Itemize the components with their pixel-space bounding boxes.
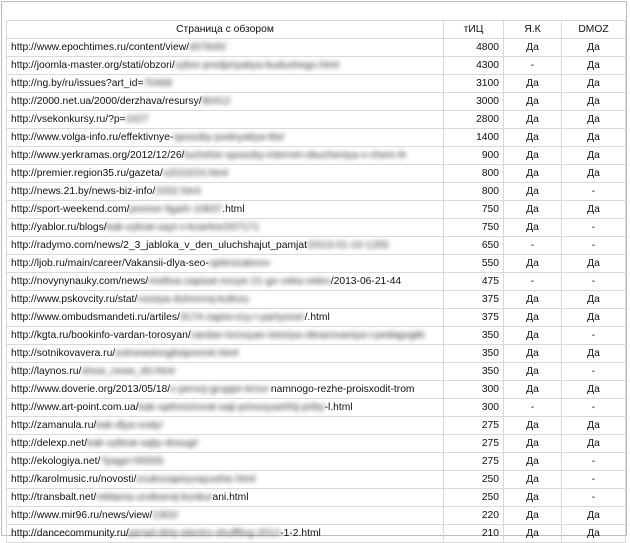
url-cell[interactable] [7,291,444,309]
url-cell[interactable] [7,129,444,147]
tic-cell: 4800 [444,39,504,57]
url-redacted-text: sotnewslonglistpremiir.html [115,348,239,359]
url-cell[interactable] [7,273,444,291]
yak-cell: Да [504,345,562,363]
review-table [6,20,626,543]
dmoz-cell: - [562,273,626,291]
url-redacted-text: vardan-torosyan-istoriya-obrazovaniya-i-pedagogiki [190,330,425,341]
table-row [7,237,626,255]
url-redacted-text: zvukozapisyvayushie.html [136,474,256,485]
table-row [7,57,626,75]
tic-cell: 350 [444,345,504,363]
url-redacted-text: 90412 [201,96,231,107]
table-row [7,309,626,327]
url-text: http://vsekonkursy.ru/?p= [11,114,126,125]
table-row [7,201,626,219]
tic-cell: 275 [444,417,504,435]
dmoz-cell: - [562,489,626,507]
url-redacted-text: reklama-uroltoenij-konkur [96,492,213,503]
tic-cell: 750 [444,201,504,219]
url-tail-text: /2013-06-21-44 [330,276,402,287]
dmoz-cell: - [562,183,626,201]
column-header-yak: Я.К [504,21,562,39]
url-text: http://kgta.ru/bookinfo-vardan-torosyan/ [11,330,191,341]
table-row [7,183,626,201]
url-text: http://www.volga-info.ru/effektivnye- [11,132,174,143]
url-redacted-text: 1027 [125,114,149,125]
dmoz-cell: Да [562,201,626,219]
yak-cell: Да [504,309,562,327]
table-row [7,219,626,237]
url-tail-text: ani.html [212,492,249,503]
dmoz-cell: Да [562,39,626,57]
url-redacted-text: 407845/ [189,42,227,53]
url-text: http://www.doverie.org/2013/05/18/ [11,384,171,395]
yak-cell: Да [504,39,562,57]
url-redacted-text: v-pervoj-gruppe-krovi- [170,384,271,395]
url-tail-text: /.html [304,312,330,323]
dmoz-cell: Да [562,309,626,327]
table-row [7,165,626,183]
yak-cell: Да [504,291,562,309]
tic-cell: 1400 [444,129,504,147]
url-text: http://novynynauky.com/news/ [11,276,149,287]
tic-cell: 750 [444,219,504,237]
dmoz-cell: - [562,471,626,489]
url-text: http://sport-weekend.com/ [11,204,130,215]
url-cell[interactable] [7,453,444,471]
tic-cell: 550 [444,255,504,273]
url-redacted-text: n2010/24.html [162,168,228,179]
url-text: http://www.epochtimes.ru/content/view/ [11,42,189,53]
yak-cell: Да [504,255,562,273]
dmoz-cell: Да [562,111,626,129]
url-cell[interactable] [7,525,444,543]
url-redacted-text: rossiya-duhovnoj-kultury [137,294,249,305]
yak-cell: Да [504,471,562,489]
dmoz-cell: Да [562,255,626,273]
yak-cell: - [504,237,562,255]
url-redacted-text: jarrad-dirty-electro-shuffling-2012 [128,528,281,539]
url-cell[interactable] [7,399,444,417]
url-redacted-text: 1302/ [152,510,179,521]
yak-cell: Да [504,507,562,525]
url-redacted-text: kak-dlya-vody/ [96,420,163,431]
url-text: http://delexp.net/ [11,438,88,449]
tic-cell: 300 [444,399,504,417]
dmoz-cell: Да [562,147,626,165]
url-text: http://zamanula.ru/ [11,420,97,431]
url-cell[interactable] [7,183,444,201]
dmoz-cell: Да [562,435,626,453]
url-cell[interactable] [7,435,444,453]
tic-cell: 375 [444,309,504,327]
table-row [7,525,626,543]
url-tail-text: .html [222,204,245,215]
url-cell[interactable] [7,507,444,525]
url-cell[interactable] [7,381,444,399]
tic-cell: 2800 [444,111,504,129]
url-cell[interactable] [7,75,444,93]
tic-cell: 900 [444,147,504,165]
url-cell[interactable] [7,345,444,363]
url-redacted-text: molitva-zapisat-novye-21-go-veka-video [148,276,331,287]
url-redacted-text: vybor-predpriyatiya-budushego.html [174,60,339,71]
url-cell[interactable] [7,255,444,273]
table-row [7,291,626,309]
url-text: http://www.yerkramas.org/2012/12/26/ [11,150,185,161]
yak-cell: Да [504,147,562,165]
url-tail-text: namnogo-rezhe-proisxodit-trom [270,384,415,395]
table-row [7,381,626,399]
tic-cell: 350 [444,327,504,345]
url-text: http://www.art-point.com.ua/ [11,402,139,413]
url-redacted-text: /2013-01-10-1255 [306,240,389,251]
url-cell[interactable] [7,165,444,183]
dmoz-cell: - [562,237,626,255]
url-text: http://radymo.com/news/2_3_jabloka_v_den_uluchshajut_pamjat [11,240,307,251]
url-cell[interactable] [7,147,444,165]
url-redacted-text: 2202.html [155,186,201,197]
yak-cell: Да [504,453,562,471]
url-cell[interactable] [7,237,444,255]
url-text: http://ljob.ru/main/career/Vakansii-dlya-seo- [11,258,209,269]
table-row [7,453,626,471]
url-cell[interactable] [7,471,444,489]
dmoz-cell: Да [562,417,626,435]
url-text: http://www.ombudsmandeti.ru/artiles/ [11,312,180,323]
yak-cell: Да [504,219,562,237]
url-redacted-text: sposoby-podnyatiya-tits/ [173,132,285,143]
yak-cell: Да [504,183,562,201]
table-row [7,399,626,417]
dmoz-cell: Да [562,345,626,363]
dmoz-cell: Да [562,291,626,309]
url-cell[interactable] [7,93,444,111]
url-cell[interactable] [7,57,444,75]
table-row [7,147,626,165]
url-text: http://premier.region35.ru/gazeta/ [11,168,163,179]
tic-cell: 475 [444,273,504,291]
tic-cell: 4300 [444,57,504,75]
table-row [7,111,626,129]
yak-cell: Да [504,93,562,111]
url-text: http://2000.net.ua/2000/derzhava/resursy/ [11,96,202,107]
url-cell[interactable] [7,309,444,327]
url-cell[interactable] [7,111,444,129]
url-text: http://joomla-master.org/stati/obzori/ [11,60,175,71]
tic-cell: 250 [444,471,504,489]
tic-cell: 300 [444,381,504,399]
dmoz-cell: - [562,453,626,471]
column-header-dmoz: DMOZ [562,21,626,39]
tic-cell: 650 [444,237,504,255]
dmoz-cell: - [562,219,626,237]
tic-cell: 800 [444,165,504,183]
tic-cell: 375 [444,291,504,309]
url-text: http://ekologiya.net/ [11,456,101,467]
yak-cell: Да [504,435,562,453]
table-row [7,489,626,507]
url-text: http://news.21.by/news-biz-info/ [11,186,156,197]
url-redacted-text: 3174-zapisi-ezy-i-partyoner [179,312,305,323]
url-cell[interactable] [7,39,444,57]
tic-cell: 275 [444,453,504,471]
table-row [7,327,626,345]
url-cell[interactable] [7,417,444,435]
yak-cell: - [504,273,562,291]
tic-cell: 3100 [444,75,504,93]
column-header-url: Страница с обзором [7,21,444,39]
url-cell[interactable] [7,327,444,345]
url-text: http://dancecommunity.ru/ [11,528,129,539]
url-text: http://transbalt.net/ [11,492,97,503]
yak-cell: - [504,399,562,417]
yak-cell: Да [504,111,562,129]
dmoz-cell: Да [562,507,626,525]
url-cell[interactable] [7,489,444,507]
column-header-tic: тИЦ [444,21,504,39]
url-tail-text: -1-2.html [280,528,321,539]
dmoz-cell: Да [562,57,626,75]
table-header-row [7,21,626,39]
dmoz-cell: Да [562,75,626,93]
url-text: http://karolmusic.ru/novosti/ [11,474,137,485]
yak-cell: Да [504,165,562,183]
url-text: http://sotnikovavera.ru/ [11,348,116,359]
tic-cell: 250 [444,489,504,507]
url-text: http://yablor.ru/blogs/ [11,222,107,233]
yak-cell: Да [504,417,562,435]
url-redacted-text: ?page=55555 [100,456,164,467]
yak-cell: Да [504,363,562,381]
url-text: http://laynos.ru/ [11,366,82,377]
tic-cell: 3000 [444,93,504,111]
url-tail-text: -l.html [324,402,353,413]
url-redacted-text: kak-vybrat-sayt-v-kvartire/207171 [106,222,260,233]
url-redacted-text: optimizatorov [208,258,271,269]
yak-cell: Да [504,381,562,399]
dmoz-cell: Да [562,381,626,399]
tic-cell: 350 [444,363,504,381]
table-row [7,75,626,93]
table-row [7,129,626,147]
dmoz-cell: Да [562,93,626,111]
tic-cell: 210 [444,525,504,543]
table-row [7,417,626,435]
table-body [7,39,626,543]
table-row [7,39,626,57]
yak-cell: - [504,57,562,75]
url-redacted-text: luchshie-sposoby-internet-obucheniya-v-chem-ih [184,150,407,161]
dmoz-cell: - [562,327,626,345]
url-redacted-text: kak-vybirat-sajty-dosugi/ [87,438,199,449]
tic-cell: 275 [444,435,504,453]
url-redacted-text: kak-optimizirovat-sajt-prinosyashhij-priby [138,402,325,413]
table-row [7,345,626,363]
yak-cell: Да [504,201,562,219]
tic-cell: 800 [444,183,504,201]
yak-cell: Да [504,525,562,543]
url-cell[interactable] [7,201,444,219]
yak-cell: Да [504,327,562,345]
url-redacted-text: show_news_60.html [81,366,175,377]
yak-cell: Да [504,489,562,507]
table-row [7,471,626,489]
report-frame [1,1,627,539]
table-row [7,435,626,453]
url-text: http://www.mir96.ru/news/view/ [11,510,153,521]
tic-cell: 220 [444,507,504,525]
table-row [7,273,626,291]
yak-cell: Да [504,129,562,147]
dmoz-cell: - [562,363,626,381]
dmoz-cell: Да [562,525,626,543]
url-text: http://www.pskovcity.ru/stat/ [11,294,138,305]
url-redacted-text: 70468 [143,78,173,89]
table-row [7,255,626,273]
table-row [7,93,626,111]
url-redacted-text: premer-liga/ir-10837 [129,204,223,215]
dmoz-cell: Да [562,165,626,183]
table-row [7,363,626,381]
url-text: http://ng.by/ru/issues?art_id= [11,78,144,89]
dmoz-cell: - [562,399,626,417]
url-cell[interactable] [7,363,444,381]
table-row [7,507,626,525]
url-cell[interactable] [7,219,444,237]
dmoz-cell: Да [562,129,626,147]
yak-cell: Да [504,75,562,93]
